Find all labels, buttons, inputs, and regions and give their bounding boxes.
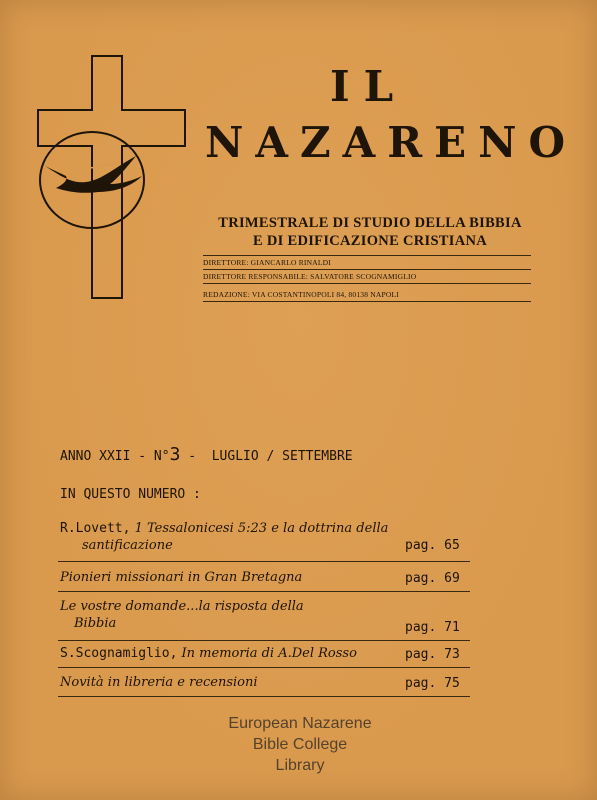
toc-item-author: S.Scognamiglio, xyxy=(60,646,178,661)
responsible-director-line: DIRETTORE RESPONSABILE: SALVATORE SCOGNAMIGLIO xyxy=(203,272,531,284)
cross-with-dove-icon xyxy=(30,52,195,307)
magazine-title-line2: NAZARENO xyxy=(205,118,578,167)
toc-item-page: pag. 75 xyxy=(405,676,460,691)
divider xyxy=(58,561,470,562)
toc-item-page: pag. 73 xyxy=(405,647,460,662)
magazine-title-line1: IL xyxy=(330,62,408,111)
toc-item-page: pag. 71 xyxy=(405,620,460,635)
contents-heading: IN QUESTO NUMERO : xyxy=(60,487,201,502)
stamp-line2: Bible College xyxy=(252,736,348,753)
subtitle-line2: E DI EDIFICAZIONE CRISTIANA xyxy=(252,233,488,249)
divider xyxy=(58,696,470,697)
toc-item-title: Novità in libreria e recensioni xyxy=(60,675,258,690)
issue-number: 3 xyxy=(169,444,181,465)
toc-item-author: R.Lovett, xyxy=(60,521,131,536)
toc-item-title: Pionieri missionari in Gran Bretagna xyxy=(60,570,303,585)
issue-period: - LUGLIO / SETTEMBRE xyxy=(180,449,353,464)
toc-item-title: Le vostre domande...la risposta della Bibbia xyxy=(60,599,304,631)
divider xyxy=(58,667,470,668)
stamp-line3: Library xyxy=(275,757,325,774)
stamp-line1: European Nazarene xyxy=(228,715,372,732)
toc-item-page: pag. 69 xyxy=(405,571,460,586)
divider xyxy=(58,640,470,641)
divider xyxy=(58,591,470,592)
subtitle-line1: TRIMESTRALE DI STUDIO DELLA BIBBIA xyxy=(218,215,522,231)
editorial-office-line: REDAZIONE: VIA COSTANTINOPOLI 84, 80138 NAPOLI xyxy=(203,290,531,302)
magazine-subtitle xyxy=(205,214,535,250)
toc-item-page: pag. 65 xyxy=(405,538,460,553)
toc-item-title: R.Lovett, 1 Tessalonicesi 5:23 e la dottrina della santificazione xyxy=(60,521,389,553)
issue-prefix: ANNO XXII - N° xyxy=(60,449,170,464)
issue-line xyxy=(60,444,353,465)
director-line: DIRETTORE: GIANCARLO RINALDI xyxy=(203,255,531,270)
toc-item-title: S.Scognamiglio, In memoria di A.Del Rosso xyxy=(60,646,357,661)
library-stamp xyxy=(160,713,440,776)
